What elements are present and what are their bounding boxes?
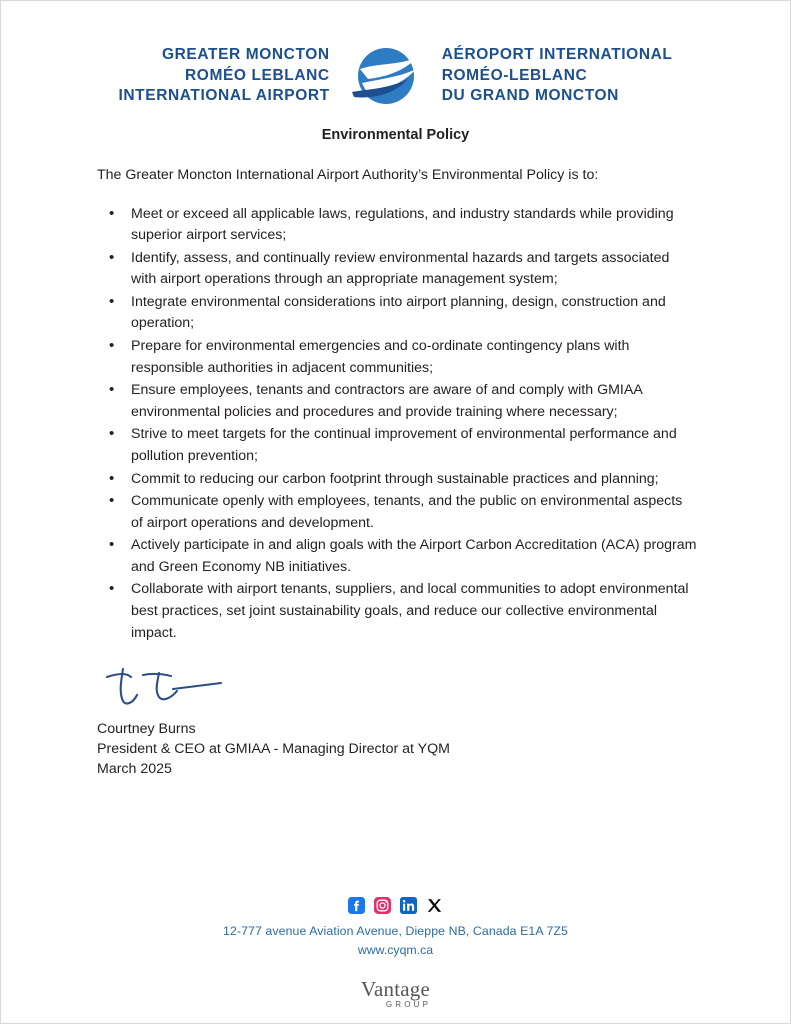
vantage-sub: GROUP [385,1000,432,1009]
list-item: • Collaborate with airport tenants, suppliers, and local communities to adopt environmental best practices, set joint sustainability goals, and reduce our collective environmental impact. [109,579,698,644]
policy-list [1,204,790,645]
signature-date: March 2025 [97,761,172,778]
footer-website-link[interactable]: www.cyqm.ca [357,942,434,957]
footer-address: 12-777 avenue Aviation Avenue, Dieppe NB, Canada E1A 7Z5 [223,924,568,939]
logo-line-3-fr: DU GRAND MONCTON [441,87,619,105]
signer-title: President & CEO at GMIAA - Managing Director at YQM [97,741,450,758]
social-links [1,897,790,914]
vantage-group-logo [1,977,790,1009]
page-footer [1,897,790,1009]
signature-image [1,645,790,711]
logo-text-french [442,45,673,106]
airport-logo [1,1,790,107]
sign-off-block [1,711,790,779]
list-item: • Prepare for environmental emergencies and co-ordinate contingency plans with responsible authorities in adjacent communities; [109,336,698,379]
list-item: • Communicate openly with employees, tenants, and the public on environmental aspects of airport operations and development. [109,491,698,534]
page-title: Environmental Policy [321,127,470,143]
signer-name: Courtney Burns [97,721,196,738]
logo-line-2: ROMÉO LEBLANC [185,66,330,84]
list-item: • Ensure employees, tenants and contractors are aware of and comply with GMIAA environmental policies and procedures and provide training where necessary; [109,380,698,423]
list-item: • Actively participate in and align goals with the Airport Carbon Accreditation (ACA) program and Green Economy NB initiatives. [109,535,698,578]
x-twitter-icon[interactable] [426,897,443,914]
list-item: • Meet or exceed all applicable laws, regulations, and industry standards while providing superior airport services; [109,204,698,247]
logo-line-2-fr: ROMÉO-LEBLANC [441,66,588,84]
logo-line-1-fr: AÉROPORT INTERNATIONAL [441,46,673,64]
list-item: • Integrate environmental considerations into airport planning, design, construction and operation; [109,292,698,335]
instagram-icon[interactable] [374,897,391,914]
logo-text-english [118,45,329,106]
logo-line-1: GREATER MONCTON [161,46,330,64]
intro-paragraph: The Greater Moncton International Airport Authority’s Environmental Policy is to: [97,167,599,183]
list-item: • Identify, assess, and continually review environmental hazards and targets associated with airport operations through an appropriate management system; [109,248,698,291]
facebook-icon[interactable] [348,897,365,914]
list-item: • Strive to meet targets for the continual improvement of environmental performance and pollution prevention; [109,424,698,467]
linkedin-icon[interactable] [400,897,417,914]
vantage-name: Vantage [360,977,431,1001]
list-item: • Commit to reducing our carbon footprint through sustainable practices and planning; [109,469,698,491]
logo-line-3: INTERNATIONAL AIRPORT [118,87,330,105]
swoosh-logo-icon [338,45,434,107]
